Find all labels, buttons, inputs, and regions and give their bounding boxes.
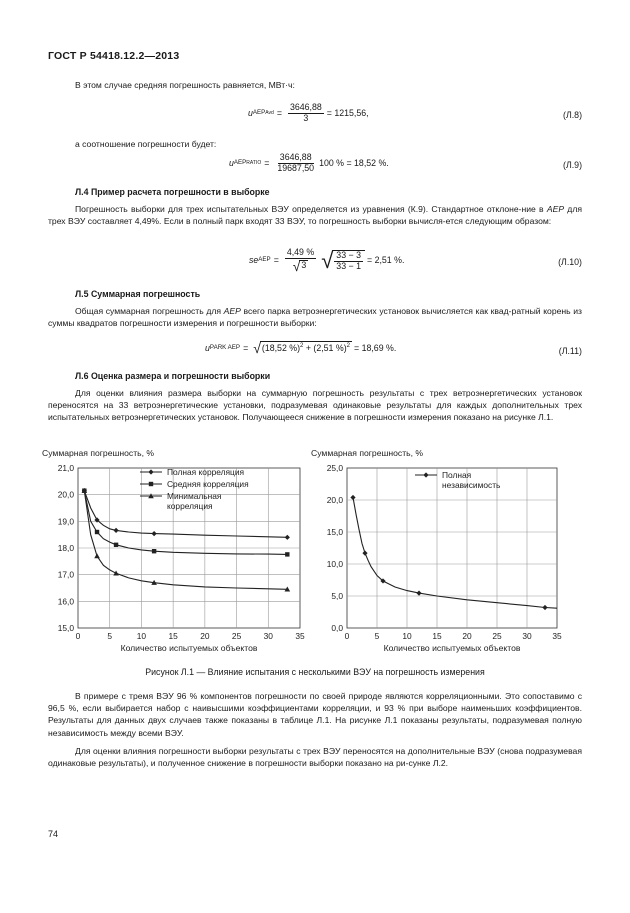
formula-l11: u PARK AEP = √ (18,52 %)$^2$ + (2,51 %)$^2$ = 18,69 %. (Л.11) [205,340,582,356]
fraction: $\frac{3646,88}{3}$ [289,102,322,123]
legend-label: Полная [442,470,472,480]
formula-label: (Л.10) [558,257,582,267]
paragraph-correlation: В примере с тремя ВЭУ 96 % компонентов погрешности по своей природе являются корреляционными. Это сопоставимо с 96,5 %, если выбирается набор с наивысшими коэффициентами корреляции, и 93 % при выборе наименьших коэффициентов. Результаты для данных двух случаев также показаны в таблице Л.1. На рисунке Л.1 показаны результаты, подразумевая полную независимость между всеми ВЭУ. [48,691,582,738]
data-point [148,469,153,474]
x-axis-label: Количество испытуемых объектов [383,643,521,653]
paragraph-sample-transfer: Для оценки влияния погрешности выборки результаты с трех ВЭУ переносятся на дополнительные ВЭУ (снова подразумевая одинаковые результаты), и полученное снижение в погрешности выборки показано на ри-сунке Л.2. [48,746,582,769]
paragraph-ratio: а соотношение погрешности будет: [75,139,217,149]
formula-label: (Л.9) [563,160,582,170]
y-tick-label: 5,0 [331,591,343,601]
y-tick-label: 20,0 [326,495,343,505]
x-tick-label: 20 [462,631,472,641]
section-heading-l4: Л.4 Пример расчета погрешности в выборке [75,187,270,197]
y-tick-label: 18,0 [57,543,74,553]
data-point [416,591,421,596]
y-axis-label: Суммарная погрешность, % [311,448,424,458]
legend-label: Средняя корреляция [167,479,249,489]
y-tick-label: 15,0 [57,623,74,633]
x-tick-label: 5 [107,631,113,641]
x-tick-label: 25 [492,631,502,641]
square-root: √ $\frac{33 - 3}{33 - 1}$ [321,250,365,272]
paragraph-intro: В этом случае средняя погрешность равняется, МВт·ч: [75,80,295,90]
x-tick-label: 25 [231,631,242,641]
section-heading-l6: Л.6 Оценка размера и погрешности выборки [75,371,271,381]
fraction: $\frac{3646,88}{19687,50}$ [277,152,315,173]
formula-label: (Л.8) [563,110,582,120]
data-point [95,530,99,534]
y-tick-label: 25,0 [326,463,343,473]
x-tick-label: 10 [136,631,147,641]
data-point [149,482,153,486]
independence-chart [310,446,590,661]
document-header: ГОСТ Р 54418.12.2—2013 [48,50,180,62]
y-axis-label: Суммарная погрешность, % [42,448,155,458]
data-point [113,528,118,533]
x-tick-label: 30 [522,631,532,641]
fraction: 4,49 % √ 3 [286,247,315,274]
data-point [114,543,118,547]
data-point [285,552,289,556]
paragraph-sample-error: Погрешность выборки для трех испытательных ВЭУ определяется из уравнения (К.9). Стандартное отклоне-ние в AEP для трех ВЭУ составляет 4,49%. Если в полный парк входят 33 ВЭУ, то погрешность выборки вычисля-ется следующим образом: [48,204,582,227]
page-number: 74 [48,829,59,839]
x-tick-label: 35 [295,631,305,641]
data-point [362,551,367,556]
y-tick-label: 19,0 [57,516,74,527]
square-root: √ (18,52 %)$^2$ + (2,51 %)$^2$ [253,340,350,356]
x-tick-label: 15 [168,631,178,641]
data-point [94,553,100,558]
plot-frame [347,468,557,628]
y-tick-label: 10,0 [326,559,343,569]
data-point [285,535,290,540]
data-point [350,495,355,500]
data-point [542,605,547,610]
y-tick-label: 17,0 [57,569,74,580]
data-point [113,571,119,576]
formula-label: (Л.11) [558,346,582,356]
formula-l10: se AEP = 4,49 % √ 3 √ $\frac{33 - 3}{33 - 1}$ = 2,51 %. (Л.10) [249,247,582,274]
y-tick-label: 16,0 [57,596,74,607]
y-tick-label: 15,0 [326,527,343,537]
y-tick-label: 20,0 [57,489,74,500]
x-tick-label: 15 [432,631,442,641]
formula-symbol: u [248,107,253,118]
data-point [152,549,156,553]
legend-label: Полная корреляция [167,467,245,477]
x-tick-label: 10 [402,631,412,641]
legend-label: независимость [442,480,501,490]
formula-l9: u AEP RATIO = $\frac{3646,88}{19687,50}$ 100 % = 18,52 %. (Л.9) [229,152,582,173]
paragraph-sample-size: Для оценки влияния размера выборки на суммарную погрешность результаты с трех ветроэнергетических установок переносятся на 33 ветроэнергетические установки, подразумевая одинаковые результаты для каждых дополнительных трех испытательных ветроэнергетических установок. Получающееся снижение в погрешности измерения показано на рисунке Л.1. [48,388,582,423]
y-tick-label: 21,0 [57,463,74,473]
x-tick-label: 35 [552,631,562,641]
formula-l8: u AEP Avd = $\frac{3646,88}{3}$ = 1215,56, (Л.8) [248,102,582,123]
x-axis-label: Количество испытуемых объектов [120,643,258,653]
legend [140,467,249,511]
legend-label: корреляция [167,501,213,511]
paragraph-total-error: Общая суммарная погрешность для AEP всего парка ветроэнергетических установок вычисляется как квад-ратный корень из суммы квадратов погрешности измерения и погрешности выборки: [48,306,582,329]
series-line [353,497,557,608]
x-tick-label: 20 [200,631,210,641]
figure-caption: Рисунок Л.1 — Влияние испытания с несколькими ВЭУ на погрешность измерения [145,667,485,677]
data-point [423,472,428,477]
x-tick-label: 0 [75,631,81,641]
x-tick-label: 0 [344,631,350,641]
data-point [152,531,157,536]
legend-label: Минимальная [167,491,222,501]
section-heading-l5: Л.5 Суммарная погрешность [75,289,201,299]
legend [415,470,501,490]
x-tick-label: 5 [374,631,380,641]
x-tick-label: 30 [263,631,273,641]
correlation-chart [40,446,310,661]
y-tick-label: 0,0 [331,623,343,633]
